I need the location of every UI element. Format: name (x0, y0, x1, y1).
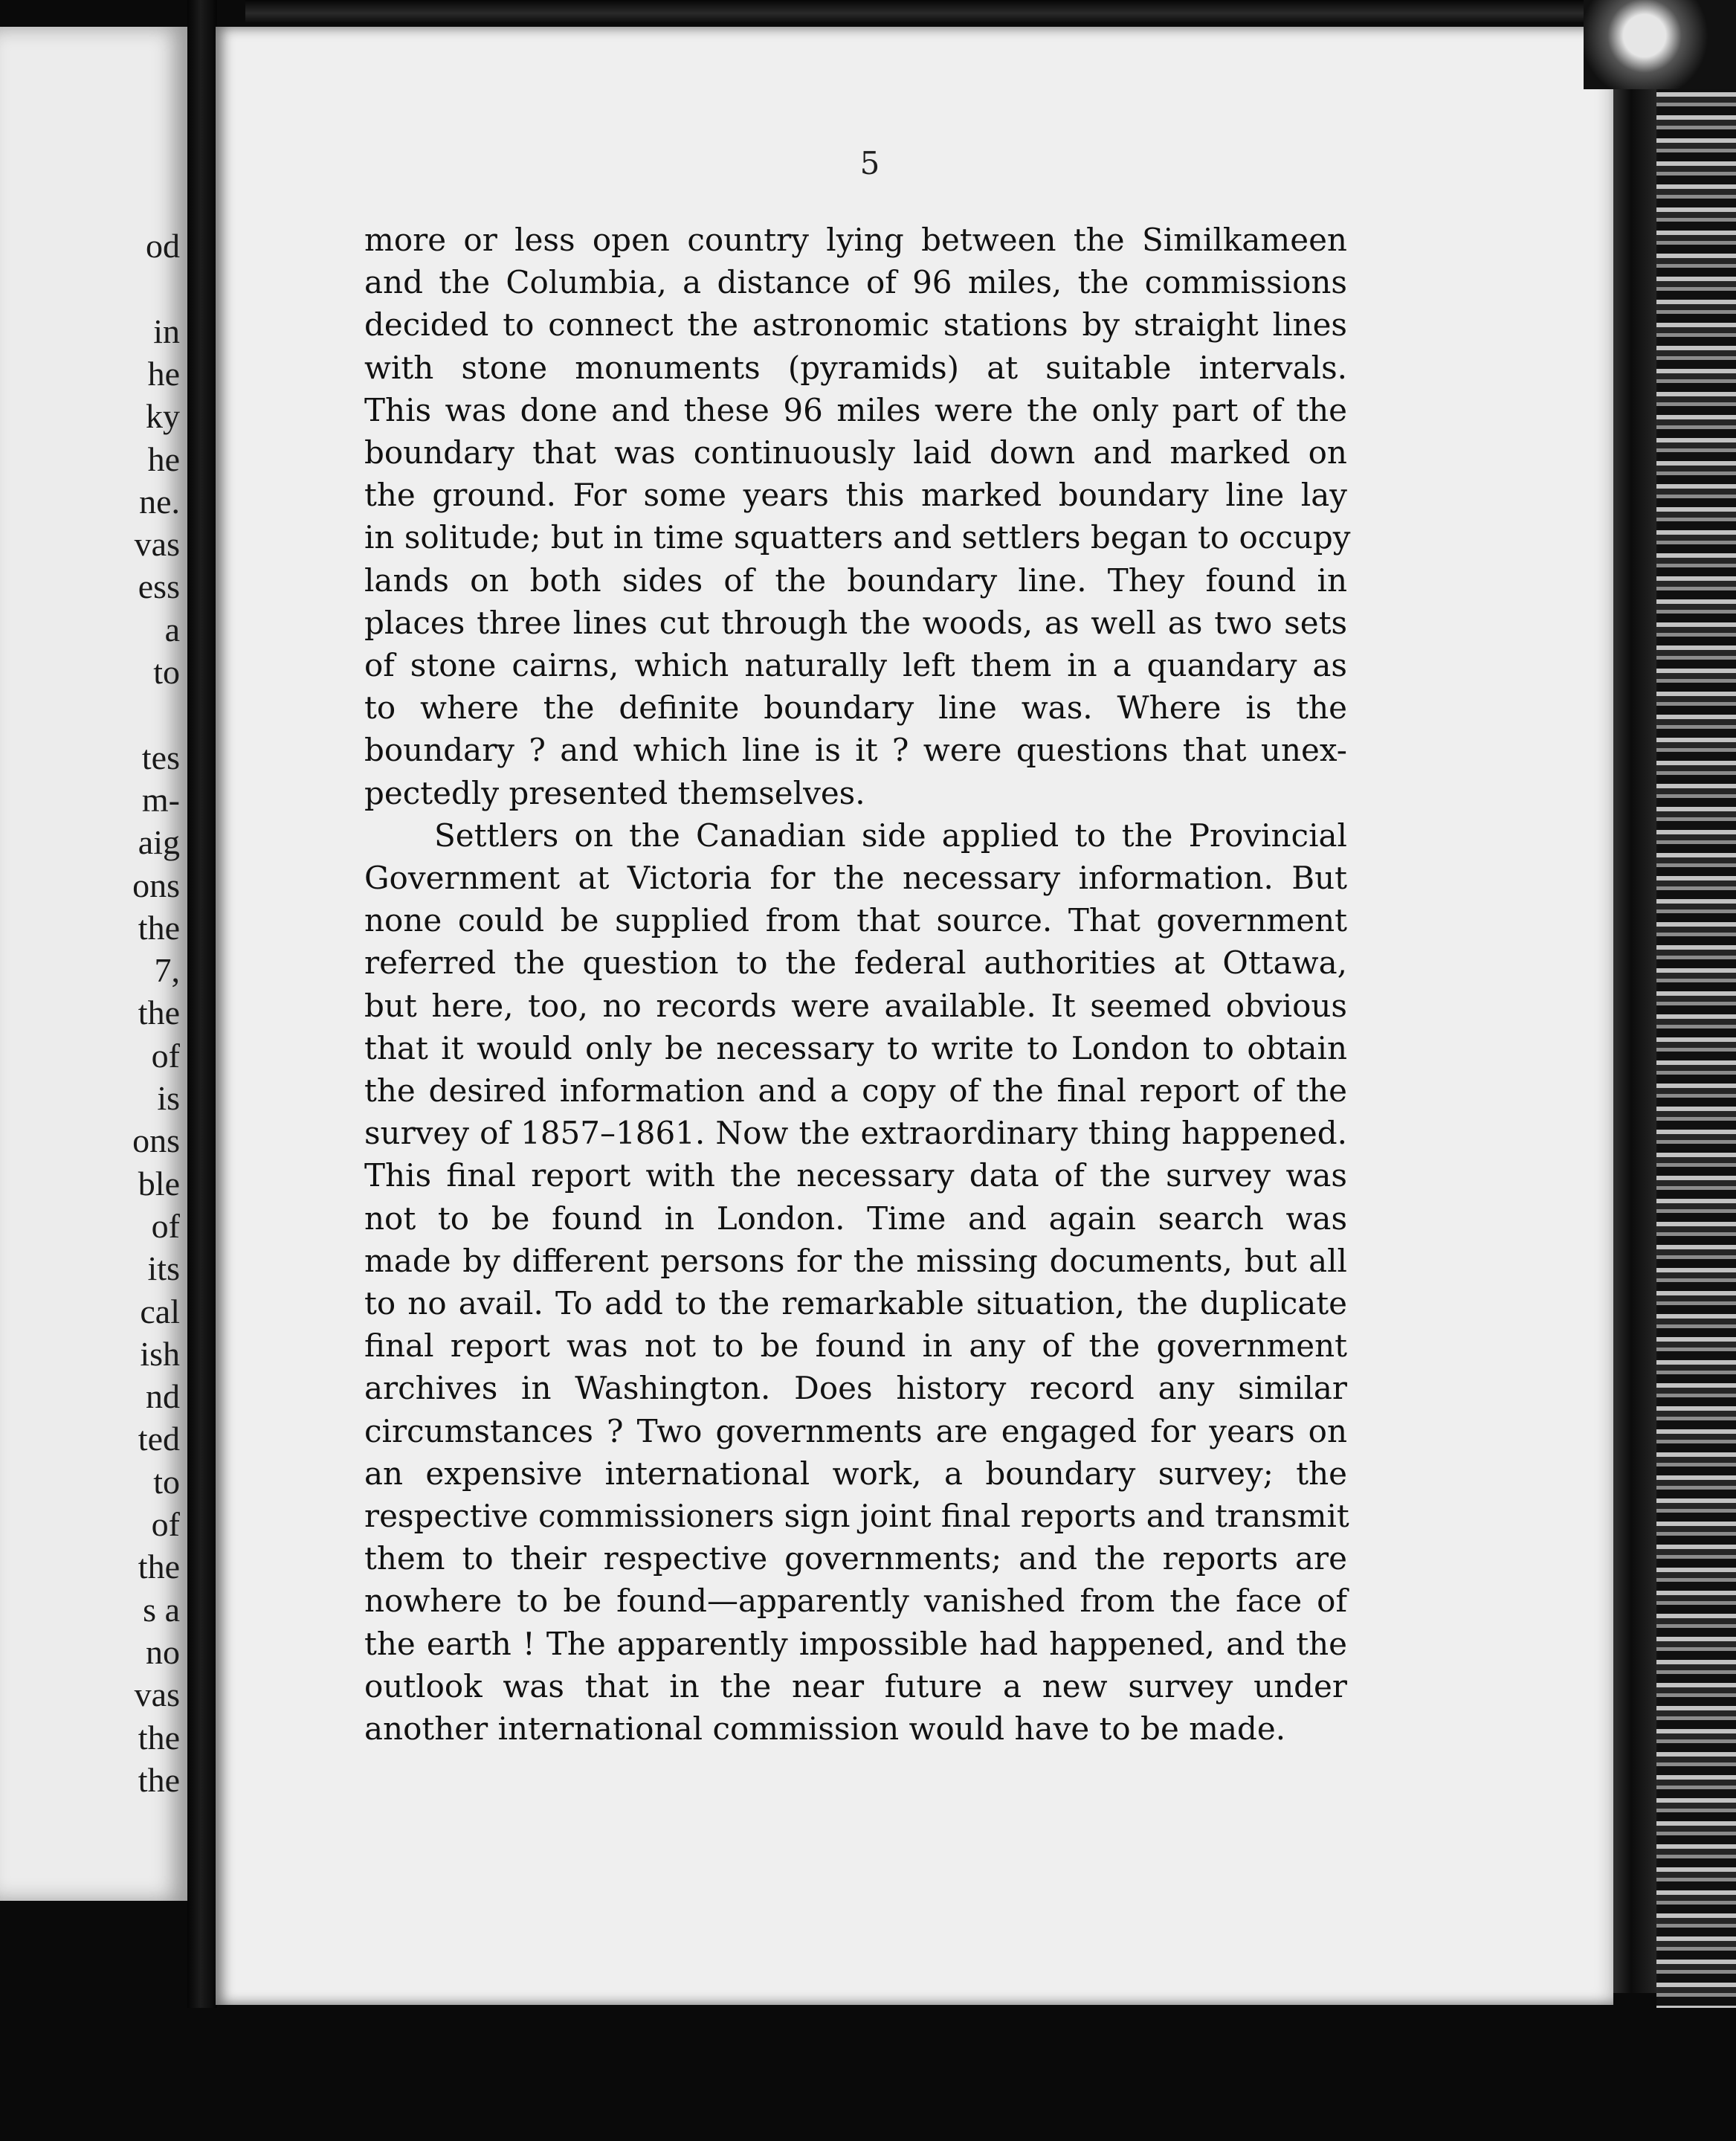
text-line: places three lines cut through the woods, as well as two sets (364, 604, 1347, 641)
text-line: none could be supplied from that source. That government (364, 902, 1347, 939)
previous-page-fragment: vas (134, 525, 180, 564)
text-line: archives in Washington. Does history record any similar (364, 1370, 1347, 1407)
previous-page-fragment: cal (140, 1292, 180, 1330)
scan-bottom-border (187, 2008, 1736, 2141)
previous-page-fragment: the (138, 1760, 180, 1799)
text-line: lands on both sides of the boundary line. They found in (364, 561, 1347, 599)
text-line: to no avail. To add to the remarkable situation, the duplicate (364, 1285, 1347, 1321)
previous-page-fragment: to (153, 1462, 180, 1501)
previous-page-fragment: ne. (139, 482, 180, 521)
previous-page-fragment: he (147, 354, 180, 393)
previous-page-fragment: no (146, 1632, 180, 1671)
previous-page-fragment: ble (138, 1164, 180, 1202)
page-top-edge (245, 0, 1658, 22)
text-line: survey of 1857–1861. Now the extraordinary thing happened. (364, 1115, 1347, 1152)
text-line: referred the question to the federal authorities at Ottawa, (364, 944, 1347, 982)
text-line: the earth ! The apparently impossible had happened, and the (364, 1625, 1347, 1662)
previous-page-fragment: the (138, 1548, 180, 1586)
previous-page-fragment: of (151, 1206, 180, 1245)
text-line: boundary ? and which line is it ? were questions that unex- (364, 732, 1347, 769)
text-line: another international commission would have to be made. (364, 1710, 1286, 1747)
text-line: and the Columbia, a distance of 96 miles, the commissions (364, 264, 1347, 301)
previous-page-edge (0, 27, 187, 1901)
text-line: This was done and these 96 miles were the only part of the (364, 391, 1347, 428)
text-line: made by different persons for the missing documents, but all (364, 1242, 1347, 1279)
text-line: but here, too, no records were available. It seemed obvious (364, 987, 1347, 1024)
text-line: the ground. For some years this marked boundary line lay (364, 477, 1347, 514)
previous-page-fragment: its (147, 1249, 180, 1288)
previous-page-fragment: ons (132, 866, 180, 904)
text-line: final report was not to be found in any of the government (364, 1327, 1347, 1365)
text-line: circumstances ? Two governments are engaged for years on (364, 1412, 1347, 1449)
text-line: Government at Victoria for the necessary information. But (364, 860, 1347, 896)
previous-page-fragment: he (147, 440, 180, 478)
previous-page-fragment: in (153, 312, 180, 350)
previous-page-fragment: the (138, 908, 180, 947)
book-gutter (187, 0, 217, 2141)
previous-page-fragment: tes (141, 738, 180, 776)
previous-page-fragment: of (151, 1505, 180, 1543)
text-line: pectedly presented themselves. (364, 774, 865, 811)
previous-page-fragment: a (164, 610, 180, 648)
text-line: with stone monuments (pyramids) at suitable intervals. (364, 349, 1347, 386)
previous-page-fragment: 7, (154, 951, 180, 990)
previous-page-fragment: the (138, 1718, 180, 1757)
previous-page-fragment: ish (140, 1334, 180, 1373)
previous-page-fragment: nd (146, 1377, 180, 1416)
text-line: not to be found in London. Time and again search was (364, 1200, 1347, 1237)
page-number: 5 (859, 145, 880, 181)
text-line: to where the definite boundary line was. Where is the (364, 689, 1347, 727)
text-line: Settlers on the Canadian side applied to the Provincial (434, 817, 1347, 854)
text-line: decided to connect the astronomic stations by straight lines (364, 306, 1347, 344)
text-line: in solitude; but in time squatters and settlers began to occupy (364, 519, 1351, 556)
previous-page-fragment: the (138, 994, 180, 1032)
scan-artifact (1584, 0, 1736, 89)
text-line: respective commissioners sign joint final reports and transmit (364, 1498, 1349, 1534)
previous-page-fragment: ky (146, 397, 180, 436)
previous-page-fragment: is (157, 1079, 180, 1117)
previous-page-fragment: ted (138, 1420, 180, 1458)
previous-page-fragment: od (146, 227, 180, 265)
text-line: the desired information and a copy of the final report of the (364, 1072, 1347, 1109)
text-line: of stone cairns, which naturally left them in a quandary as (364, 647, 1347, 683)
text-line: outlook was that in the near future a new survey under (364, 1667, 1347, 1704)
text-line: nowhere to be found—apparently vanished from the face of (364, 1583, 1347, 1620)
previous-page-fragment: of (151, 1036, 180, 1075)
previous-page-fragment: vas (134, 1675, 180, 1714)
previous-page-fragment: ons (132, 1121, 180, 1160)
text-line: This final report with the necessary data of the survey was (364, 1157, 1347, 1194)
previous-page-fragment: ess (138, 567, 180, 606)
text-line: them to their respective governments; and the reports are (364, 1540, 1347, 1577)
page-stack-edge (1656, 0, 1736, 2141)
text-line: that it would only be necessary to write to London to obtain (364, 1029, 1347, 1066)
text-line: an expensive international work, a boundary survey; the (364, 1455, 1347, 1492)
binding-edge-shadow (1613, 15, 1658, 1993)
previous-page-fragment: aig (138, 823, 180, 862)
previous-page-fragment: m- (141, 780, 180, 819)
text-line: more or less open country lying between the Similkameen (364, 222, 1347, 258)
previous-page-fragment: s a (143, 1590, 180, 1629)
previous-page-fragment: to (153, 653, 180, 691)
text-line: boundary that was continuously laid down and marked on (364, 434, 1347, 471)
